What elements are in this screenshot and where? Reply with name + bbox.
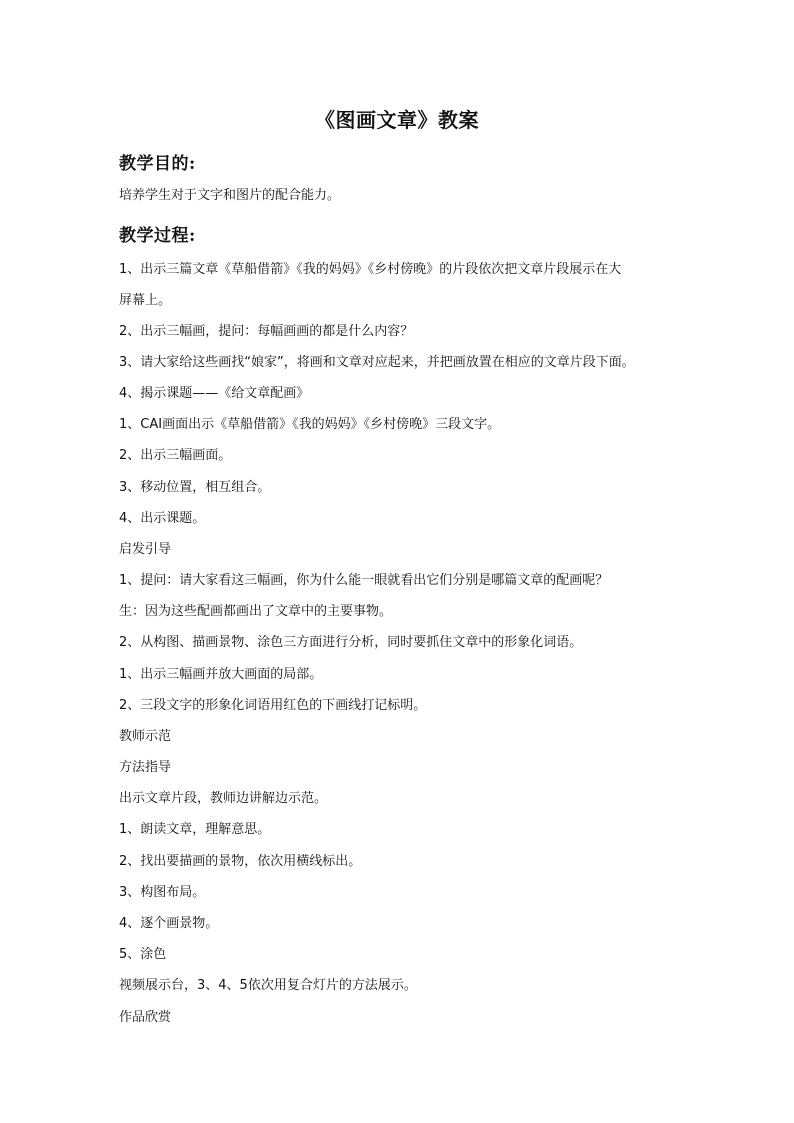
process-line: 2、出示三幅画，提问：每幅画画的都是什么内容？ xyxy=(119,324,414,339)
process-line: 1、提问：请大家看这三幅画，你为什么能一眼就看出它们分别是哪篇文章的配画呢？ xyxy=(119,573,609,588)
process-line: 2、从构图、描画景物、涂色三方面进行分析，同时要抓住文章中的形象化词语。 xyxy=(119,635,583,650)
process-line: 3、请大家给这些画找“娘家”，将画和文章对应起来，并把画放置在相应的文章片段下面。 xyxy=(119,355,635,370)
process-line: 1、CAI画面出示《草船借箭》《我的妈妈》《乡村傍晚》三段文字。 xyxy=(119,417,501,432)
process-line: 4、出示课题。 xyxy=(119,511,206,526)
section-heading-objective: 教学目的: xyxy=(119,154,196,174)
subheading-teacher-demo: 教师示范 xyxy=(119,729,172,744)
process-line: 屏幕上。 xyxy=(119,293,172,308)
process-line: 5、涂色 xyxy=(119,947,167,962)
process-line: 4、揭示课题——《给文章配画》 xyxy=(119,386,310,401)
process-line: 生：因为这些配画都画出了文章中的主要事物。 xyxy=(119,604,393,619)
process-line: 视频展示台，3、4、5依次用复合灯片的方法展示。 xyxy=(119,978,417,993)
process-line: 2、三段文字的形象化词语用红色的下画线打记标明。 xyxy=(119,698,427,713)
subheading-works: 作品欣赏 xyxy=(119,1010,172,1025)
subheading-method: 方法指导 xyxy=(119,760,172,775)
process-line: 1、出示三篇文章《草船借箭》《我的妈妈》《乡村傍晚》的片段依次把文章片段展示在大 xyxy=(119,262,622,277)
process-line: 3、移动位置，相互组合。 xyxy=(119,480,271,495)
process-line: 2、找出要描画的景物，依次用横线标出。 xyxy=(119,854,362,869)
objective-text: 培养学生对于文字和图片的配合能力。 xyxy=(119,188,341,203)
process-line: 3、构图布局。 xyxy=(119,885,206,900)
process-line: 2、出示三幅画面。 xyxy=(119,448,232,463)
process-line: 4、逐个画景物。 xyxy=(119,916,219,931)
section-heading-process: 教学过程: xyxy=(119,226,196,246)
process-line: 1、朗读文章，理解意思。 xyxy=(119,822,271,837)
subheading-guidance: 启发引导 xyxy=(119,542,172,557)
process-line: 出示文章片段，教师边讲解边示范。 xyxy=(119,791,328,806)
document-title: 《图画文章》教案 xyxy=(315,108,479,132)
process-line: 1、出示三幅画并放大画面的局部。 xyxy=(119,667,323,682)
